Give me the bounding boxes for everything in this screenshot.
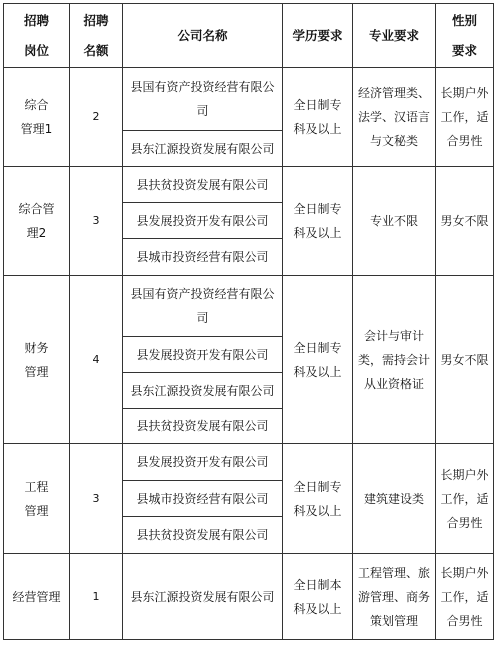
table-body — [4, 68, 494, 640]
quota-cell-line: 3 — [92, 214, 100, 227]
education-cell-line: 全日制专 — [293, 340, 342, 355]
position-cell-line: 财务 — [24, 340, 49, 355]
major-cell — [353, 444, 436, 554]
quota-cell — [70, 276, 123, 444]
major-cell — [353, 68, 436, 167]
quota-cell — [70, 167, 123, 276]
company-cell: 县国有资产投资经营有限公司 — [123, 68, 283, 131]
position-cell — [4, 276, 70, 444]
major-cell-line: 法学、汉语言 — [357, 110, 430, 124]
gender-cell-line: 合男性 — [446, 613, 483, 628]
quota-cell — [70, 444, 123, 554]
education-cell — [283, 167, 353, 276]
company-cell: 县扶贫投资发展有限公司 — [123, 517, 283, 554]
company-cell: 县城市投资经营有限公司 — [123, 481, 283, 517]
education-cell-line: 全日制专 — [293, 479, 342, 494]
header-position-line: 招聘 — [23, 12, 49, 28]
gender-cell — [436, 444, 494, 554]
position-cell-line: 管理1 — [20, 122, 53, 136]
major-cell-line: 专业不限 — [369, 214, 418, 228]
position-cell-line: 综合管 — [18, 202, 55, 216]
major-cell-line: 从业资格证 — [363, 376, 424, 391]
major-cell — [353, 167, 436, 276]
company-cell: 县扶贫投资发展有限公司 — [123, 167, 283, 203]
education-cell-line: 科及以上 — [293, 226, 342, 240]
company-cell: 县东江源投资发展有限公司 — [123, 373, 283, 409]
header-quota-line: 名额 — [83, 42, 109, 58]
gender-cell-line: 男女不限 — [440, 214, 489, 228]
recruitment-table — [3, 3, 494, 640]
education-cell — [283, 554, 353, 640]
education-cell-line: 科及以上 — [293, 364, 342, 379]
quota-cell-line: 4 — [92, 352, 100, 366]
header-position-line: 岗位 — [23, 42, 49, 58]
gender-cell — [436, 554, 494, 640]
education-cell-line: 全日制专 — [293, 98, 342, 112]
position-cell-line: 经营管理 — [12, 589, 61, 604]
education-cell-line: 全日制本 — [293, 577, 342, 592]
gender-cell-line: 长期户外 — [440, 467, 489, 482]
gender-cell-line: 工作，适 — [440, 491, 489, 506]
table-row — [4, 167, 494, 203]
header-education: 学历要求 — [283, 4, 353, 68]
company-cell: 县东江源投资发展有限公司 — [123, 554, 283, 640]
position-cell-line: 管理 — [24, 364, 49, 379]
header-quota-line: 招聘 — [83, 12, 109, 28]
major-cell-line: 游管理、商务 — [357, 589, 430, 604]
major-cell — [353, 276, 436, 444]
gender-cell-line: 男女不限 — [440, 352, 489, 367]
header-gender-line: 要求 — [451, 42, 477, 58]
gender-cell — [436, 167, 494, 276]
header-gender-line: 性别 — [451, 12, 477, 28]
quota-cell — [70, 554, 123, 640]
major-cell-line: 经济管理类、 — [357, 86, 430, 100]
gender-cell-line: 合男性 — [446, 134, 483, 148]
company-cell: 县城市投资经营有限公司 — [123, 239, 283, 276]
gender-cell — [436, 276, 494, 444]
table-row — [4, 554, 494, 640]
header-gender — [436, 4, 494, 68]
company-cell: 县东江源投资发展有限公司 — [123, 131, 283, 167]
header-row — [4, 4, 494, 68]
position-cell — [4, 68, 70, 167]
quota-cell-line: 3 — [92, 491, 100, 505]
gender-cell-line: 工作，适 — [440, 589, 489, 604]
education-cell — [283, 276, 353, 444]
position-cell — [4, 167, 70, 276]
gender-cell-line: 合男性 — [446, 515, 483, 530]
position-cell-line: 管理 — [24, 503, 49, 518]
major-cell-line: 策划管理 — [369, 613, 418, 628]
company-cell: 县扶贫投资发展有限公司 — [123, 409, 283, 444]
quota-cell-line: 1 — [92, 589, 100, 603]
major-cell-line: 与文秘类 — [369, 134, 418, 148]
position-cell — [4, 444, 70, 554]
header-position — [4, 4, 70, 68]
quota-cell — [70, 68, 123, 167]
education-cell-line: 科及以上 — [293, 122, 342, 136]
gender-cell-line: 长期户外 — [440, 565, 489, 580]
education-cell-line: 科及以上 — [293, 503, 342, 518]
education-cell — [283, 68, 353, 167]
table-row — [4, 68, 494, 131]
education-cell-line: 科及以上 — [293, 601, 342, 616]
quota-cell-line: 2 — [92, 110, 100, 123]
table-row — [4, 276, 494, 337]
gender-cell — [436, 68, 494, 167]
gender-cell-line: 长期户外 — [440, 86, 489, 100]
position-cell — [4, 554, 70, 640]
major-cell-line: 建筑建设类 — [363, 491, 424, 506]
company-cell: 县发展投资开发有限公司 — [123, 337, 283, 373]
position-cell-line: 综合 — [24, 98, 49, 112]
header-major: 专业要求 — [353, 4, 436, 68]
position-cell-line: 工程 — [24, 479, 49, 494]
company-cell: 县发展投资开发有限公司 — [123, 203, 283, 239]
header-company: 公司名称 — [123, 4, 283, 68]
education-cell-line: 全日制专 — [293, 202, 342, 216]
major-cell-line: 类，需持会计 — [357, 352, 430, 367]
education-cell — [283, 444, 353, 554]
company-cell: 县国有资产投资经营有限公司 — [123, 276, 283, 337]
major-cell-line: 工程管理、旅 — [357, 565, 430, 580]
position-cell-line: 理2 — [26, 226, 47, 240]
table-row — [4, 444, 494, 481]
company-cell: 县发展投资开发有限公司 — [123, 444, 283, 481]
major-cell-line: 会计与审计 — [363, 328, 424, 343]
major-cell — [353, 554, 436, 640]
header-quota — [70, 4, 123, 68]
gender-cell-line: 工作，适 — [440, 110, 489, 124]
